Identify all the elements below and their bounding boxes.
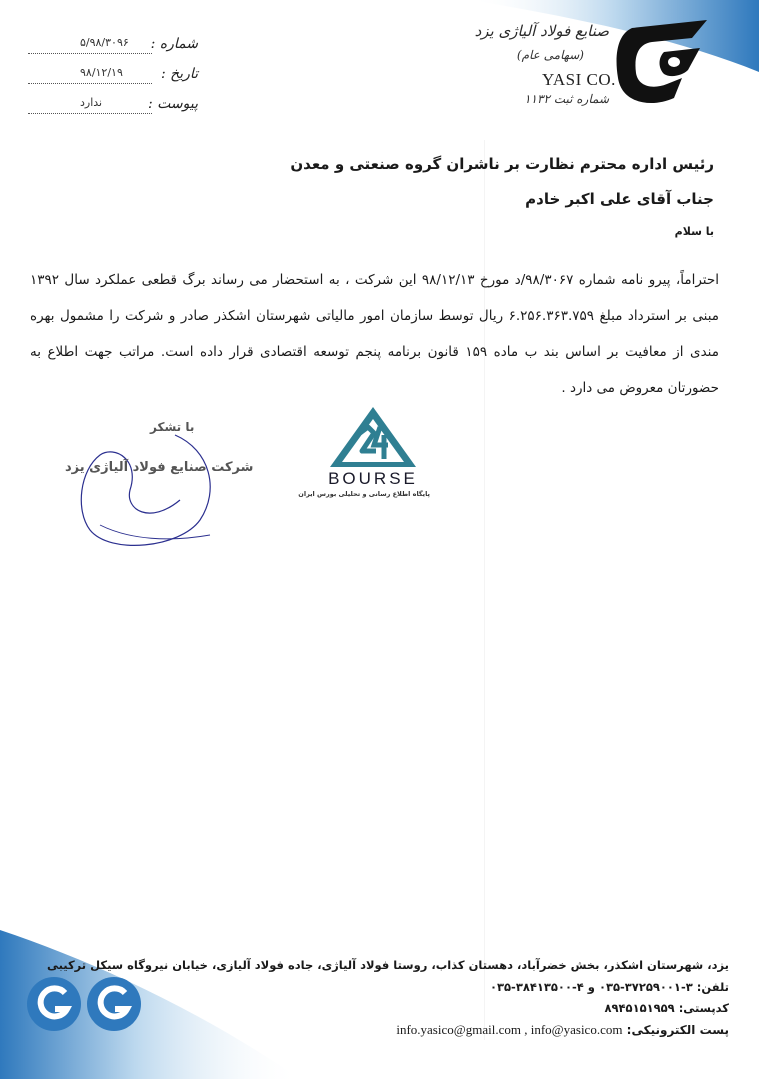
addressee-title: رئیس اداره محترم نظارت بر ناشران گروه صنعتی و معدن — [290, 155, 714, 173]
footer-address: یزد، شهرستان اشکذر، بخش خضرآباد، دهستان کذاب، روستا فولاد آلیاژی، جاده فولاد آلیازی، خیابان نیروگاه سیکل ترکیبی — [46, 958, 729, 972]
attachment-dotted-line — [28, 113, 152, 114]
bourse-caption: پایگاه اطلاع رسانی و تحلیلی بورس ایران — [298, 490, 430, 498]
company-latin-name: YASI CO. — [542, 70, 616, 89]
signature-scribble-icon — [70, 430, 230, 555]
meta-attachment — [28, 96, 198, 118]
email-addresses[interactable]: info.yasico@gmail.com , info@yasico.com — [396, 1022, 623, 1037]
greeting: با سلام — [674, 225, 714, 238]
signature-thanks: با تشکر — [150, 420, 195, 434]
bourse-logo-icon — [316, 405, 430, 471]
footer-phone: تلفن: ۳-۳۷۲۵۹۰۰۱-۰۳۵ و ۴-۳۸۴۱۳۵۰۰-۰۳۵ — [489, 980, 729, 994]
number-value: ۵/۹۸/۳۰۹۶ — [80, 36, 129, 49]
company-type: (سهامی عام) — [516, 48, 584, 62]
certification-logo-icon — [85, 975, 143, 1033]
date-dotted-line — [28, 83, 152, 84]
company-name: صنایع فولاد آلیاژی یزد — [474, 22, 609, 40]
date-value: ۹۸/۱۲/۱۹ — [80, 66, 123, 79]
attachment-label: پیوست : — [148, 96, 198, 112]
company-logo-icon — [612, 18, 712, 110]
meta-date — [28, 66, 198, 88]
meta-number — [28, 36, 198, 58]
attachment-value: ندارد — [80, 96, 103, 109]
signature-company: شرکت صنایع فولاد آلیاژی یزد — [65, 460, 254, 475]
number-dotted-line — [28, 53, 152, 54]
footer-email — [396, 1022, 729, 1038]
letter-body: احتراماً، پیرو نامه شماره ۹۸/۳۰۶۷/د مورخ ۹۸/۱۲/۱۳ این شرکت ، به استحضار می رساند برگ قطعی عملکرد سال ۱۳۹۲ مبنی بر استرداد مبلغ ۶.۲۵۶.۳۶۳.۷۵۹ ریال توسط سازمان امور مالیاتی شهرستان اشکذر صادر و شرکت را مشمول بهره مندی از معافیت بر اساس بند ب ماده ۱۵۹ قانون برنامه پنجم توسعه اقتصادی قرار داده است. مراتب جهت اطلاع به حضورتان معروض می دارد . — [30, 272, 719, 396]
bourse-stamp — [298, 405, 430, 498]
email-label: پست الکترونیکی: — [626, 1023, 729, 1037]
certification-logo-icon — [25, 975, 83, 1033]
registration-number: شماره ثبت ۱۱۳۲ — [524, 92, 609, 106]
number-label: شماره : — [150, 36, 198, 52]
date-label: تاریخ : — [160, 66, 198, 82]
addressee-name: جناب آقای علی اکبر خادم — [525, 190, 714, 208]
bourse-wordmark: BOURSE — [328, 469, 418, 488]
footer-postal-code: کدپستی: ۸۹۴۵۱۵۱۹۵۹ — [604, 1001, 729, 1015]
